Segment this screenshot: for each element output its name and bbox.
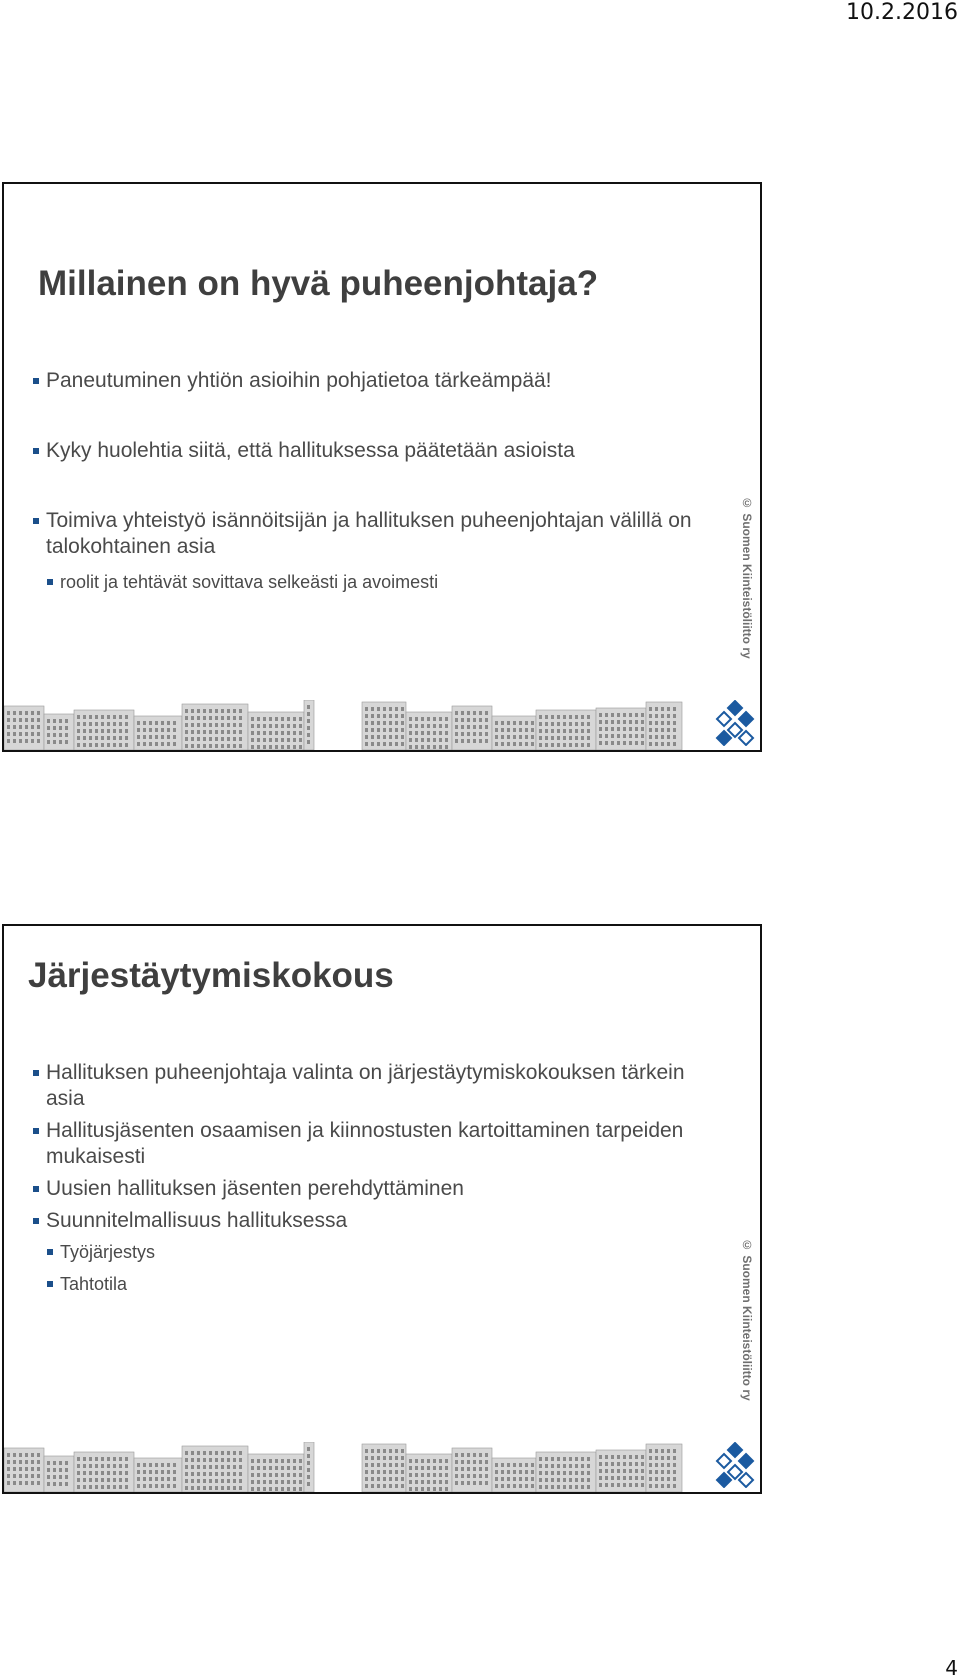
sub-bullet-item: Työjärjestys xyxy=(46,1240,700,1264)
bullet-item: Paneutuminen yhtiön asioihin pohjatietoa tärkeämpää! xyxy=(32,368,700,394)
bullet-item: Hallitusjäsenten osaamisen ja kiinnostusten kartoittaminen tarpeiden mukaisesti xyxy=(32,1118,700,1170)
kiinteistoliitto-logo-icon xyxy=(712,1442,758,1488)
city-skyline-illustration xyxy=(4,1442,684,1492)
sub-bullet-item: roolit ja tehtävät sovittava selkeästi ja avoimesti xyxy=(46,570,700,594)
copyright-notice: © Suomen Kiinteistöliitto ry xyxy=(740,1238,754,1401)
bullet-list xyxy=(32,368,700,594)
bullet-item: Suunnitelmallisuus hallituksessa xyxy=(32,1208,700,1234)
bullet-item: Kyky huolehtia siitä, että hallituksessa päätetään asioista xyxy=(32,438,700,464)
page-number: 4 xyxy=(945,1656,958,1680)
slide-title: Järjestäytymiskokous xyxy=(28,956,394,995)
page-date: 10.2.2016 xyxy=(846,0,958,25)
sub-bullet-item: Tahtotila xyxy=(46,1272,700,1296)
copyright-notice: © Suomen Kiinteistöliitto ry xyxy=(740,496,754,659)
kiinteistoliitto-logo-icon xyxy=(712,700,758,746)
slide-2 xyxy=(2,924,762,1494)
bullet-item: Uusien hallituksen jäsenten perehdyttäminen xyxy=(32,1176,700,1202)
bullet-item: Hallituksen puheenjohtaja valinta on järjestäytymiskokouksen tärkein asia xyxy=(32,1060,700,1112)
bullet-item: Toimiva yhteistyö isännöitsijän ja hallituksen puheenjohtajan välillä on talokohtainen asia xyxy=(32,508,700,560)
city-skyline-illustration xyxy=(4,700,684,750)
bullet-list xyxy=(32,1060,700,1304)
slide-1 xyxy=(2,182,762,752)
slide-title: Millainen on hyvä puheenjohtaja? xyxy=(38,264,599,303)
